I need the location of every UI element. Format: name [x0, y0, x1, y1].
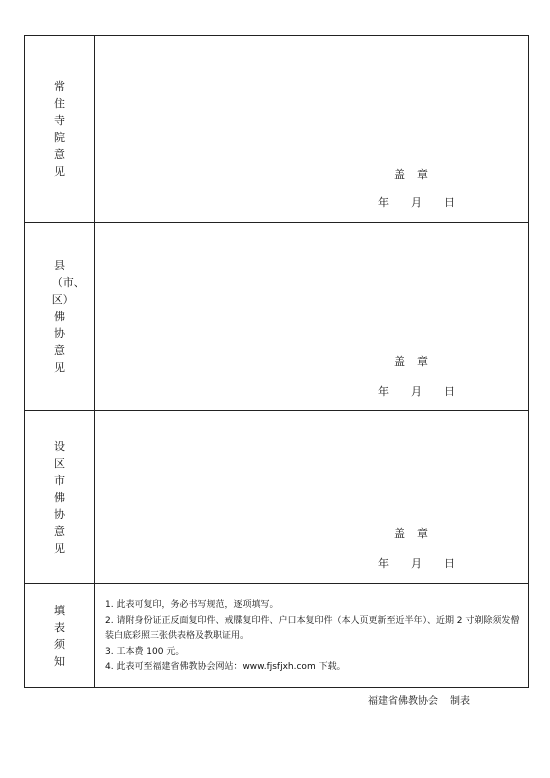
notes-content [95, 584, 529, 688]
temple-date-line [378, 194, 455, 210]
issuer-name: 福建省佛教协会 [368, 696, 438, 707]
day-label: 日 [444, 385, 455, 398]
application-form-table [24, 35, 529, 688]
year-label: 年 [378, 385, 389, 398]
note-item: 3. 工本费 100 元。 [105, 646, 185, 657]
city-date-line [378, 555, 455, 571]
city-seal-label: 盖章 [394, 527, 440, 540]
notes-label: 填表须知 [53, 603, 65, 668]
city-opinion-label: 设区市佛协意见 [53, 439, 65, 555]
month-label: 月 [411, 385, 422, 398]
temple-opinion-field[interactable] [95, 36, 529, 223]
temple-opinion-row [25, 36, 529, 223]
notes-list [105, 598, 528, 676]
county-opinion-row [25, 223, 529, 411]
county-seal-label: 盖章 [394, 355, 440, 368]
city-opinion-field[interactable] [95, 411, 529, 584]
temple-opinion-label: 常住寺院意见 [53, 80, 65, 178]
county-date-line [378, 383, 455, 399]
year-label: 年 [378, 557, 389, 570]
year-label: 年 [378, 196, 389, 209]
day-label: 日 [444, 557, 455, 570]
day-label: 日 [444, 196, 455, 209]
month-label: 月 [411, 557, 422, 570]
note-item: 4. 此表可至福建省佛教协会网站：www.fjsfjxh.com 下载。 [105, 662, 346, 672]
note-item: 1. 此表可复印，务必书写规范，逐项填写。 [105, 600, 279, 610]
city-opinion-row [25, 411, 529, 584]
notes-row [25, 584, 529, 688]
footer-issuer [368, 692, 470, 707]
month-label: 月 [411, 196, 422, 209]
county-opinion-label: 县（市、区）佛协意见 [51, 259, 85, 374]
issuer-made-label: 制表 [450, 696, 470, 707]
note-item: 2. 请附身份证正反面复印件、戒牒复印件、户口本复印件（本人页更新至近半年）、近期 2 寸剃除须发僧装白底彩照三张供表格及教职证用。 [105, 615, 520, 641]
county-opinion-field[interactable] [95, 223, 529, 411]
temple-seal-label: 盖章 [394, 168, 440, 181]
